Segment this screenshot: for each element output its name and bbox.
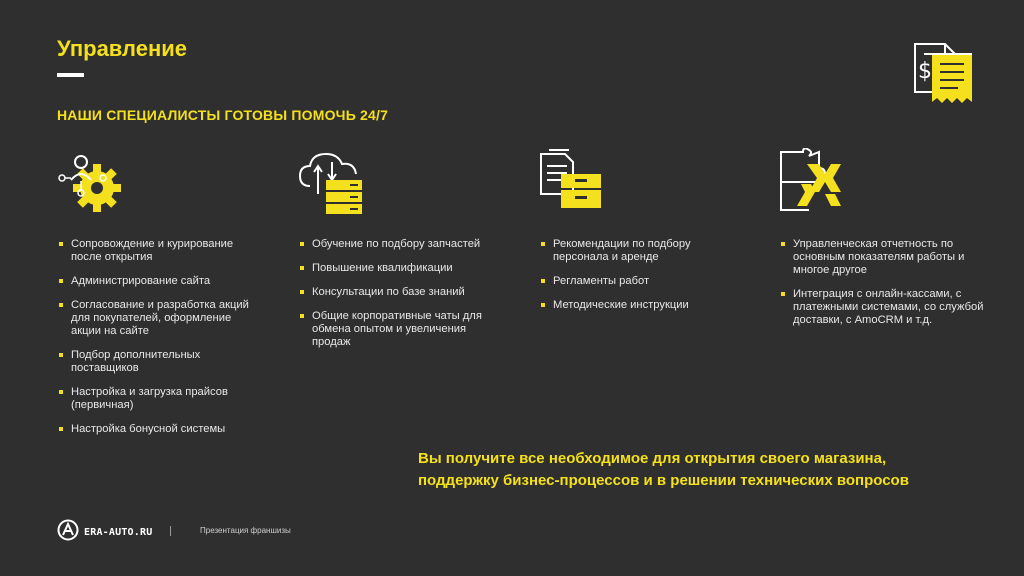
service-column-3 (539, 148, 744, 323)
closing-statement (418, 448, 909, 492)
title-underline (57, 73, 84, 77)
list-item: Сопровождение и курирование после открытия (57, 238, 262, 264)
era-logo-icon (57, 519, 79, 546)
service-column-4 (779, 148, 984, 338)
list-item: Управленческая отчетность по основным показателям работы и многое другое (779, 238, 984, 277)
list-item: Консультации по базе знаний (298, 286, 503, 299)
svg-text:$: $ (918, 59, 932, 84)
puzzle-icon (779, 148, 984, 218)
section-subtitle: НАШИ СПЕЦИАЛИСТЫ ГОТОВЫ ПОМОЧЬ 24/7 (57, 107, 389, 123)
service-column-1 (57, 148, 262, 447)
footer-divider (170, 526, 171, 536)
list-item: Согласование и разработка акций для покупателей, оформление акции на сайте (57, 299, 262, 338)
list-item: Общие корпоративные чаты для обмена опытом и увеличения продаж (298, 310, 503, 349)
page-title: Управление (57, 36, 188, 61)
closing-line-1: Вы получите все необходимое для открытия своего магазина, (418, 450, 887, 467)
list-item: Рекомендации по подбору персонала и аренде (539, 238, 744, 264)
closing-line-2: поддержку бизнес-процессов и в решении технических вопросов (418, 472, 909, 489)
list-item: Методические инструкции (539, 299, 744, 312)
list-item: Администрирование сайта (57, 275, 262, 288)
service-column-2 (298, 148, 503, 360)
list-item: Подбор дополнительных поставщиков (57, 349, 262, 375)
user-gear-icon (57, 148, 262, 218)
brand-logo[interactable] (57, 519, 152, 546)
list-item: Повышение квалификации (298, 262, 503, 275)
documents-archive-icon (539, 148, 744, 218)
list-item: Регламенты работ (539, 275, 744, 288)
list-item: Интеграция с онлайн-кассами, с платежными системами, со службой доставки, с AmoCRM и т.д. (779, 288, 984, 327)
list-item: Настройка бонусной системы (57, 423, 262, 436)
cloud-server-icon (298, 148, 503, 218)
list-item: Обучение по подбору запчастей (298, 238, 503, 251)
list-item: Настройка и загрузка прайсов (первичная) (57, 386, 262, 412)
receipt-dollar-icon (910, 40, 980, 113)
logo-text: ERA-AUTO.RU (84, 527, 153, 538)
footer-caption: Презентация франшизы (200, 526, 291, 535)
